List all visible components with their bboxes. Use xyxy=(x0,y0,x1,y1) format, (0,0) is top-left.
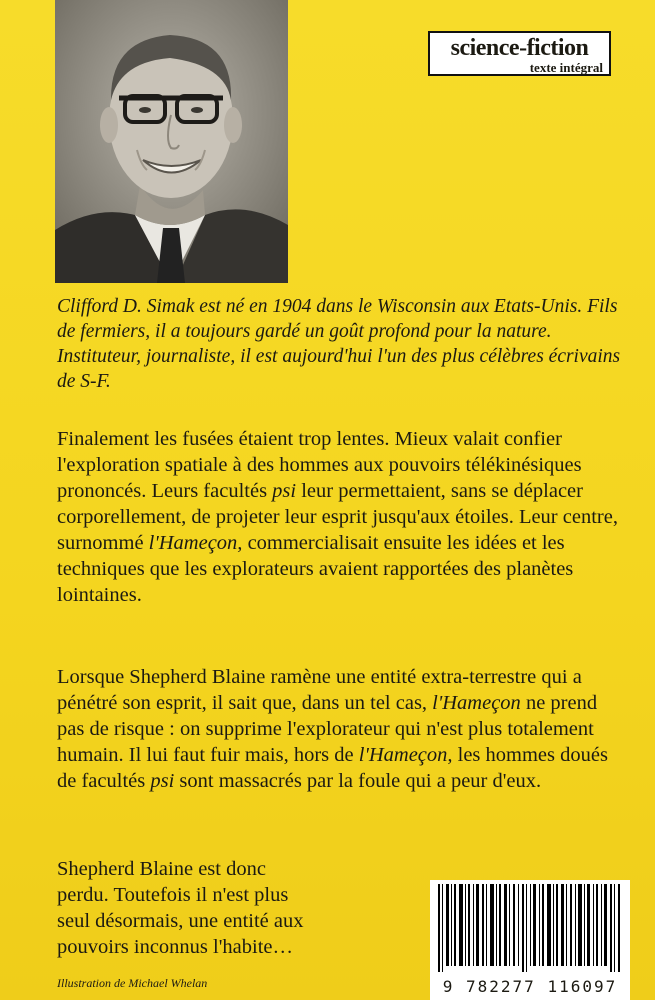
badge-subtitle: texte intégral xyxy=(529,60,603,75)
author-biography: Clifford D. Simak est né en 1904 dans le Wisconsin aux Etats-Unis. Fils de fermiers, il a toujours gardé un goût profond pour la nature. Instituteur, journaliste, il est aujourd'hui l'un des plus célèbres écrivains de S-F. xyxy=(57,296,621,392)
italic-term: l'Hameçon, xyxy=(148,532,243,554)
text-segment: leur permettaient, sans se déplacer corporellement, de projeter leur esprit jusqu'aux étoiles. Leur centre, surnommé xyxy=(57,480,618,554)
author-portrait-photo xyxy=(55,0,288,283)
synopsis-paragraph-2 xyxy=(57,664,627,794)
text-segment: les hommes doués de facultés xyxy=(57,744,608,792)
synopsis-paragraph-1 xyxy=(57,426,627,608)
isbn-number: 9 782277 116097 xyxy=(442,977,618,996)
text-segment: Lorsque Shepherd Blaine ramène une entité extra-terrestre qui a pénétré son esprit, il sait que, dans un tel cas, xyxy=(57,666,582,714)
text-segment: commercialisait ensuite les idées et les techniques que les explorateurs avaient rapportées des planètes lointaines. xyxy=(57,532,574,606)
badge-title: science-fiction xyxy=(450,35,589,61)
text-segment: ne prend pas de risque : on supprime l'explorateur qui n'est plus totalement humain. Il lui faut fuir mais, hors de xyxy=(57,692,598,766)
text-segment: Finalement les fusées étaient trop lentes. Mieux valait confier l'exploration spatiale à des hommes aux pouvoirs télékinésiques prononcés. Leurs facultés xyxy=(57,428,582,502)
science-fiction-label-badge xyxy=(428,31,611,76)
italic-term: l'Hameçon xyxy=(432,692,521,714)
italic-term: psi xyxy=(272,480,297,502)
illustration-credit: Illustration de Michael Whelan xyxy=(57,976,208,990)
isbn-barcode xyxy=(430,880,630,1000)
barcode-bars xyxy=(436,884,624,972)
italic-term: psi xyxy=(150,770,175,792)
text-segment: sont massacrés par la foule qui a peur d'eux. xyxy=(174,770,542,792)
italic-term: l'Hameçon, xyxy=(358,744,453,766)
synopsis-paragraph-3: Shepherd Blaine est donc perdu. Toutefois il n'est plus seul désormais, une entité aux pouvoirs inconnus l'habite… xyxy=(57,858,304,958)
